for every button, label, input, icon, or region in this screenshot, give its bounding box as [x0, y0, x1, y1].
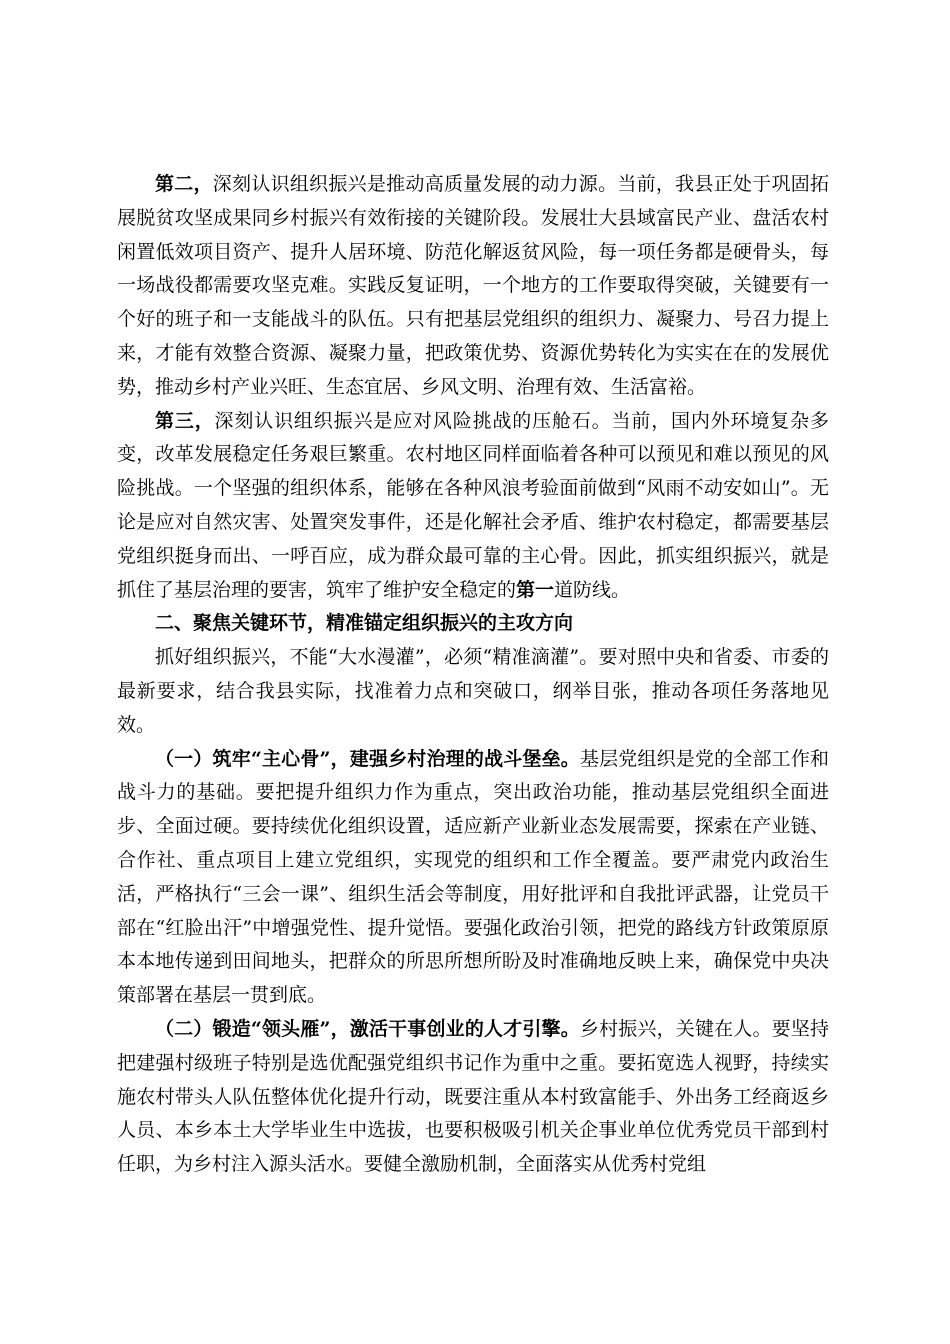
section-heading: 二、聚焦关键环节，精准锚定组织振兴的主攻方向 [155, 612, 574, 635]
paragraph-subsection-two [117, 1013, 829, 1182]
paragraph-text: 乡村振兴，关键在人。要坚持把建强村级班子特别是选优配强党组织书记作为重中之重。要拓宽选人视野，持续实施农村带头人队伍整体优化提升行动，既要注重从本村致富能手、外出务工经商返乡人员、本乡本土大学毕业生中选拔，也要积极吸引机关企事业单位优秀党员干部到村任职，为乡村注入源头活水。要健全激励机制，全面落实从优秀村党组 [117, 1017, 829, 1176]
paragraph-third-point [117, 405, 829, 608]
emphasis-text: 第一 [516, 578, 555, 601]
paragraph-lead: 第三， [155, 409, 215, 432]
paragraph-text: 深刻认识组织振兴是应对风险挑战的压舱石。当前，国内外环境复杂多变，改革发展稳定任务艰巨繁重。农村地区同样面临着各种可以预见和难以预见的风险挑战。一个坚强的组织体系，能够在各种风浪考验面前做到“风雨不动安如山”。无论是应对自然灾害、处置突发事件，还是化解社会矛盾、维护农村稳定，都需要基层党组织挺身而出、一呼百应，成为群众最可靠的主心骨。因此，抓实组织振兴，就是抓住了基层治理的要害，筑牢了维护安全稳定的 [117, 409, 829, 601]
subsection-heading: （二）锻造“领头雁”，激活干事创业的人才引擎。 [155, 1017, 580, 1040]
paragraph-text: 道防线。 [554, 578, 631, 601]
paragraph-lead: 第二， [155, 173, 213, 195]
subsection-heading: （一）筑牢“主心骨”，建强乡村治理的战斗堡垒。 [155, 747, 580, 770]
paragraph-second-point [117, 168, 829, 405]
paragraph-intro: 抓好组织振兴，不能“大水漫灌”，必须“精准滴灌”。要对照中央和省委、市委的最新要求，结合我县实际，找准着力点和突破口，纲举目张，推动各项任务落地见效。 [117, 646, 829, 736]
paragraph-subsection-one [117, 743, 829, 1013]
paragraph-text: 基层党组织是党的全部工作和战斗力的基础。要把提升组织力作为重点，突出政治功能，推动基层党组织全面进步、全面过硬。要持续优化组织设置，适应新产业新业态发展需要，探索在产业链、合作社、重点项目上建立党组织，实现党的组织和工作全覆盖。要严肃党内政治生活，严格执行“三会一课”、组织生活会等制度，用好批评和自我批评武器，让党员干部在“红脸出汗”中增强党性、提升觉悟。要强化政治引领，把党的路线方针政策原原本本地传递到田间地头，把群众的所思所想所盼及时准确地反映上来，确保党中央决策部署在基层一贯到底。 [117, 747, 829, 1007]
document-body [117, 168, 829, 1182]
paragraph-text: 深刻认识组织振兴是推动高质量发展的动力源。当前，我县正处于巩固拓展脱贫攻坚成果同乡村振兴有效衔接的关键阶段。发展壮大县域富民产业、盘活农村闲置低效项目资产、提升人居环境、防范化解返贫风险，每一项任务都是硬骨头，每一场战役都需要攻坚克难。实践反复证明，一个地方的工作要取得突破，关键要有一个好的班子和一支能战斗的队伍。只有把基层党组织的组织力、凝聚力、号召力提上来，才能有效整合资源、凝聚力量，把政策优势、资源优势转化为实实在在的发展优势，推动乡村产业兴旺、生态宜居、乡风文明、治理有效、生活富裕。 [117, 173, 829, 398]
